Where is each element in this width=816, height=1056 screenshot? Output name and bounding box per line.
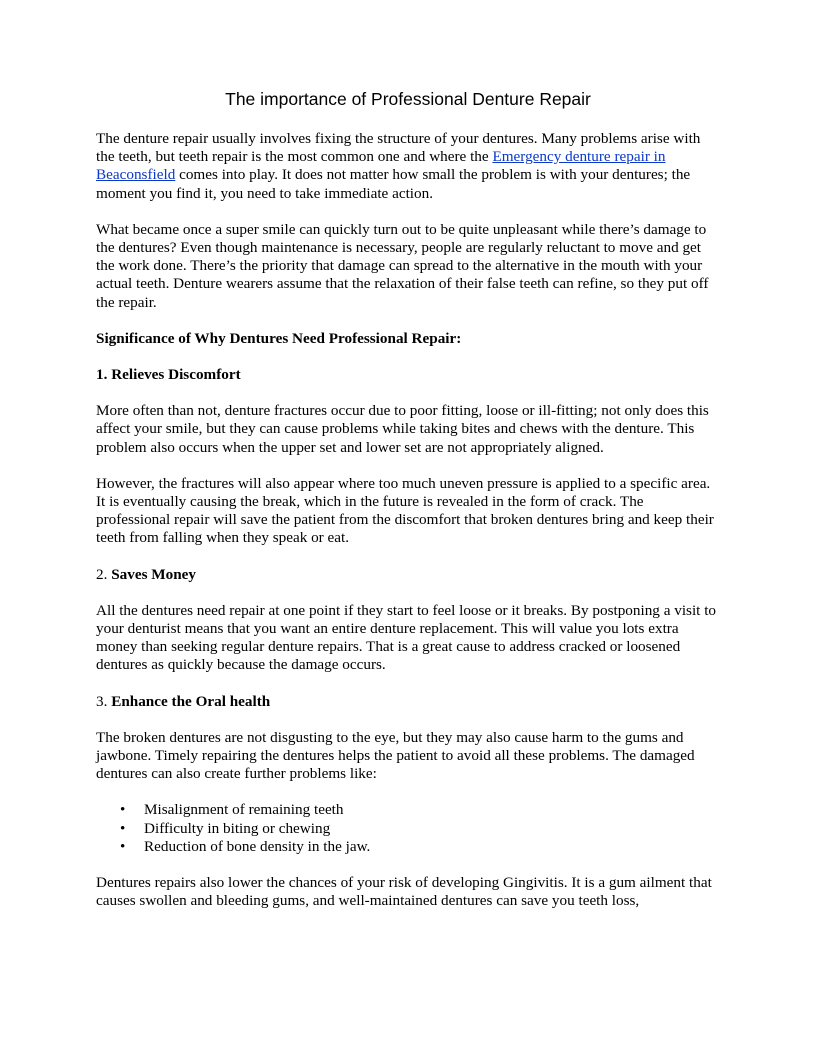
intro-paragraph [96, 130, 720, 203]
list-item-text: Reduction of bone density in the jaw. [144, 837, 371, 855]
document-title: The importance of Professional Denture Repair [225, 89, 591, 109]
section-2-heading [96, 566, 720, 584]
significance-heading: Significance of Why Dentures Need Professional Repair: [96, 329, 462, 347]
section-3-title: Enhance the Oral health [111, 692, 271, 710]
section-2-number: 2. [96, 565, 112, 583]
section-3-number: 3. [96, 692, 112, 710]
section-3-heading [96, 693, 720, 711]
closing-paragraph: Dentures repairs also lower the chances of your risk of developing Gingivitis. It is a gum ailment that causes swollen and bleeding gums, and well-maintained dentures can save you teeth loss, [96, 874, 712, 910]
problems-bullet-list [96, 801, 720, 856]
section-2-paragraph: All the dentures need repair at one point if they start to feel loose or it breaks. By postponing a visit to your denturist means that you want an entire denture replacement. This will value you lots extra money than seeking regular denture repairs. That is a great cause to address cracked or loosened dentures as quickly because the damage occurs. [96, 601, 717, 674]
bullet-icon: • [120, 801, 126, 819]
emergency-denture-repair-link[interactable]: Emergency denture repair in Beaconsfield [96, 148, 666, 184]
list-item [120, 801, 720, 819]
list-item [120, 837, 720, 856]
list-item-text: Difficulty in biting or chewing [144, 819, 331, 837]
section-1-paragraph-2: However, the fractures will also appear where too much uneven pressure is applied to a specific area. It is eventually causing the break, which in the future is revealed in the form of crack. The professional repair will save the patient from the discomfort that broken dentures bring and keep their teeth from falling when they speak or eat. [96, 474, 714, 547]
bullet-icon: • [120, 837, 126, 855]
list-item [120, 819, 720, 838]
bullet-icon: • [120, 819, 126, 837]
section-1-heading: 1. Relieves Discomfort [96, 366, 241, 384]
intro-text-after-link: comes into play. It does not matter how small the problem is with your dentures; the moment you find it, you need to take immediate action. [96, 166, 691, 202]
section-3-paragraph: The broken dentures are not disgusting to the eye, but they may also cause harm to the gums and jawbone. Timely repairing the dentures helps the patient to avoid all these problems. The damaged dentures can also create further problems like: [96, 728, 695, 783]
document-page [96, 88, 720, 929]
section-1-paragraph-1: More often than not, denture fractures occur due to poor fitting, loose or ill-fitting; not only does this affect your smile, but they can cause problems while taking bites and chews with the denture. This problem also occurs when the upper set and lower set are not appropriately aligned. [96, 402, 709, 456]
list-item-text: Misalignment of remaining teeth [144, 801, 344, 819]
intro-text-before-link: The denture repair usually involves fixing the structure of your dentures. Many problems arise with the teeth, but teeth repair is the most common one and where the [96, 130, 701, 166]
maintenance-paragraph: What became once a super smile can quickly turn out to be quite unpleasant while there’s damage to the dentures? Even though maintenance is necessary, people are regularly reluctant to move and get the work done. There’s the priority that damage can spread to the alternative in the mouth with your actual teeth. Denture wearers assume that the relaxation of their false teeth can refine, so they put off the repair. [96, 220, 709, 311]
section-2-title: Saves Money [111, 565, 196, 583]
